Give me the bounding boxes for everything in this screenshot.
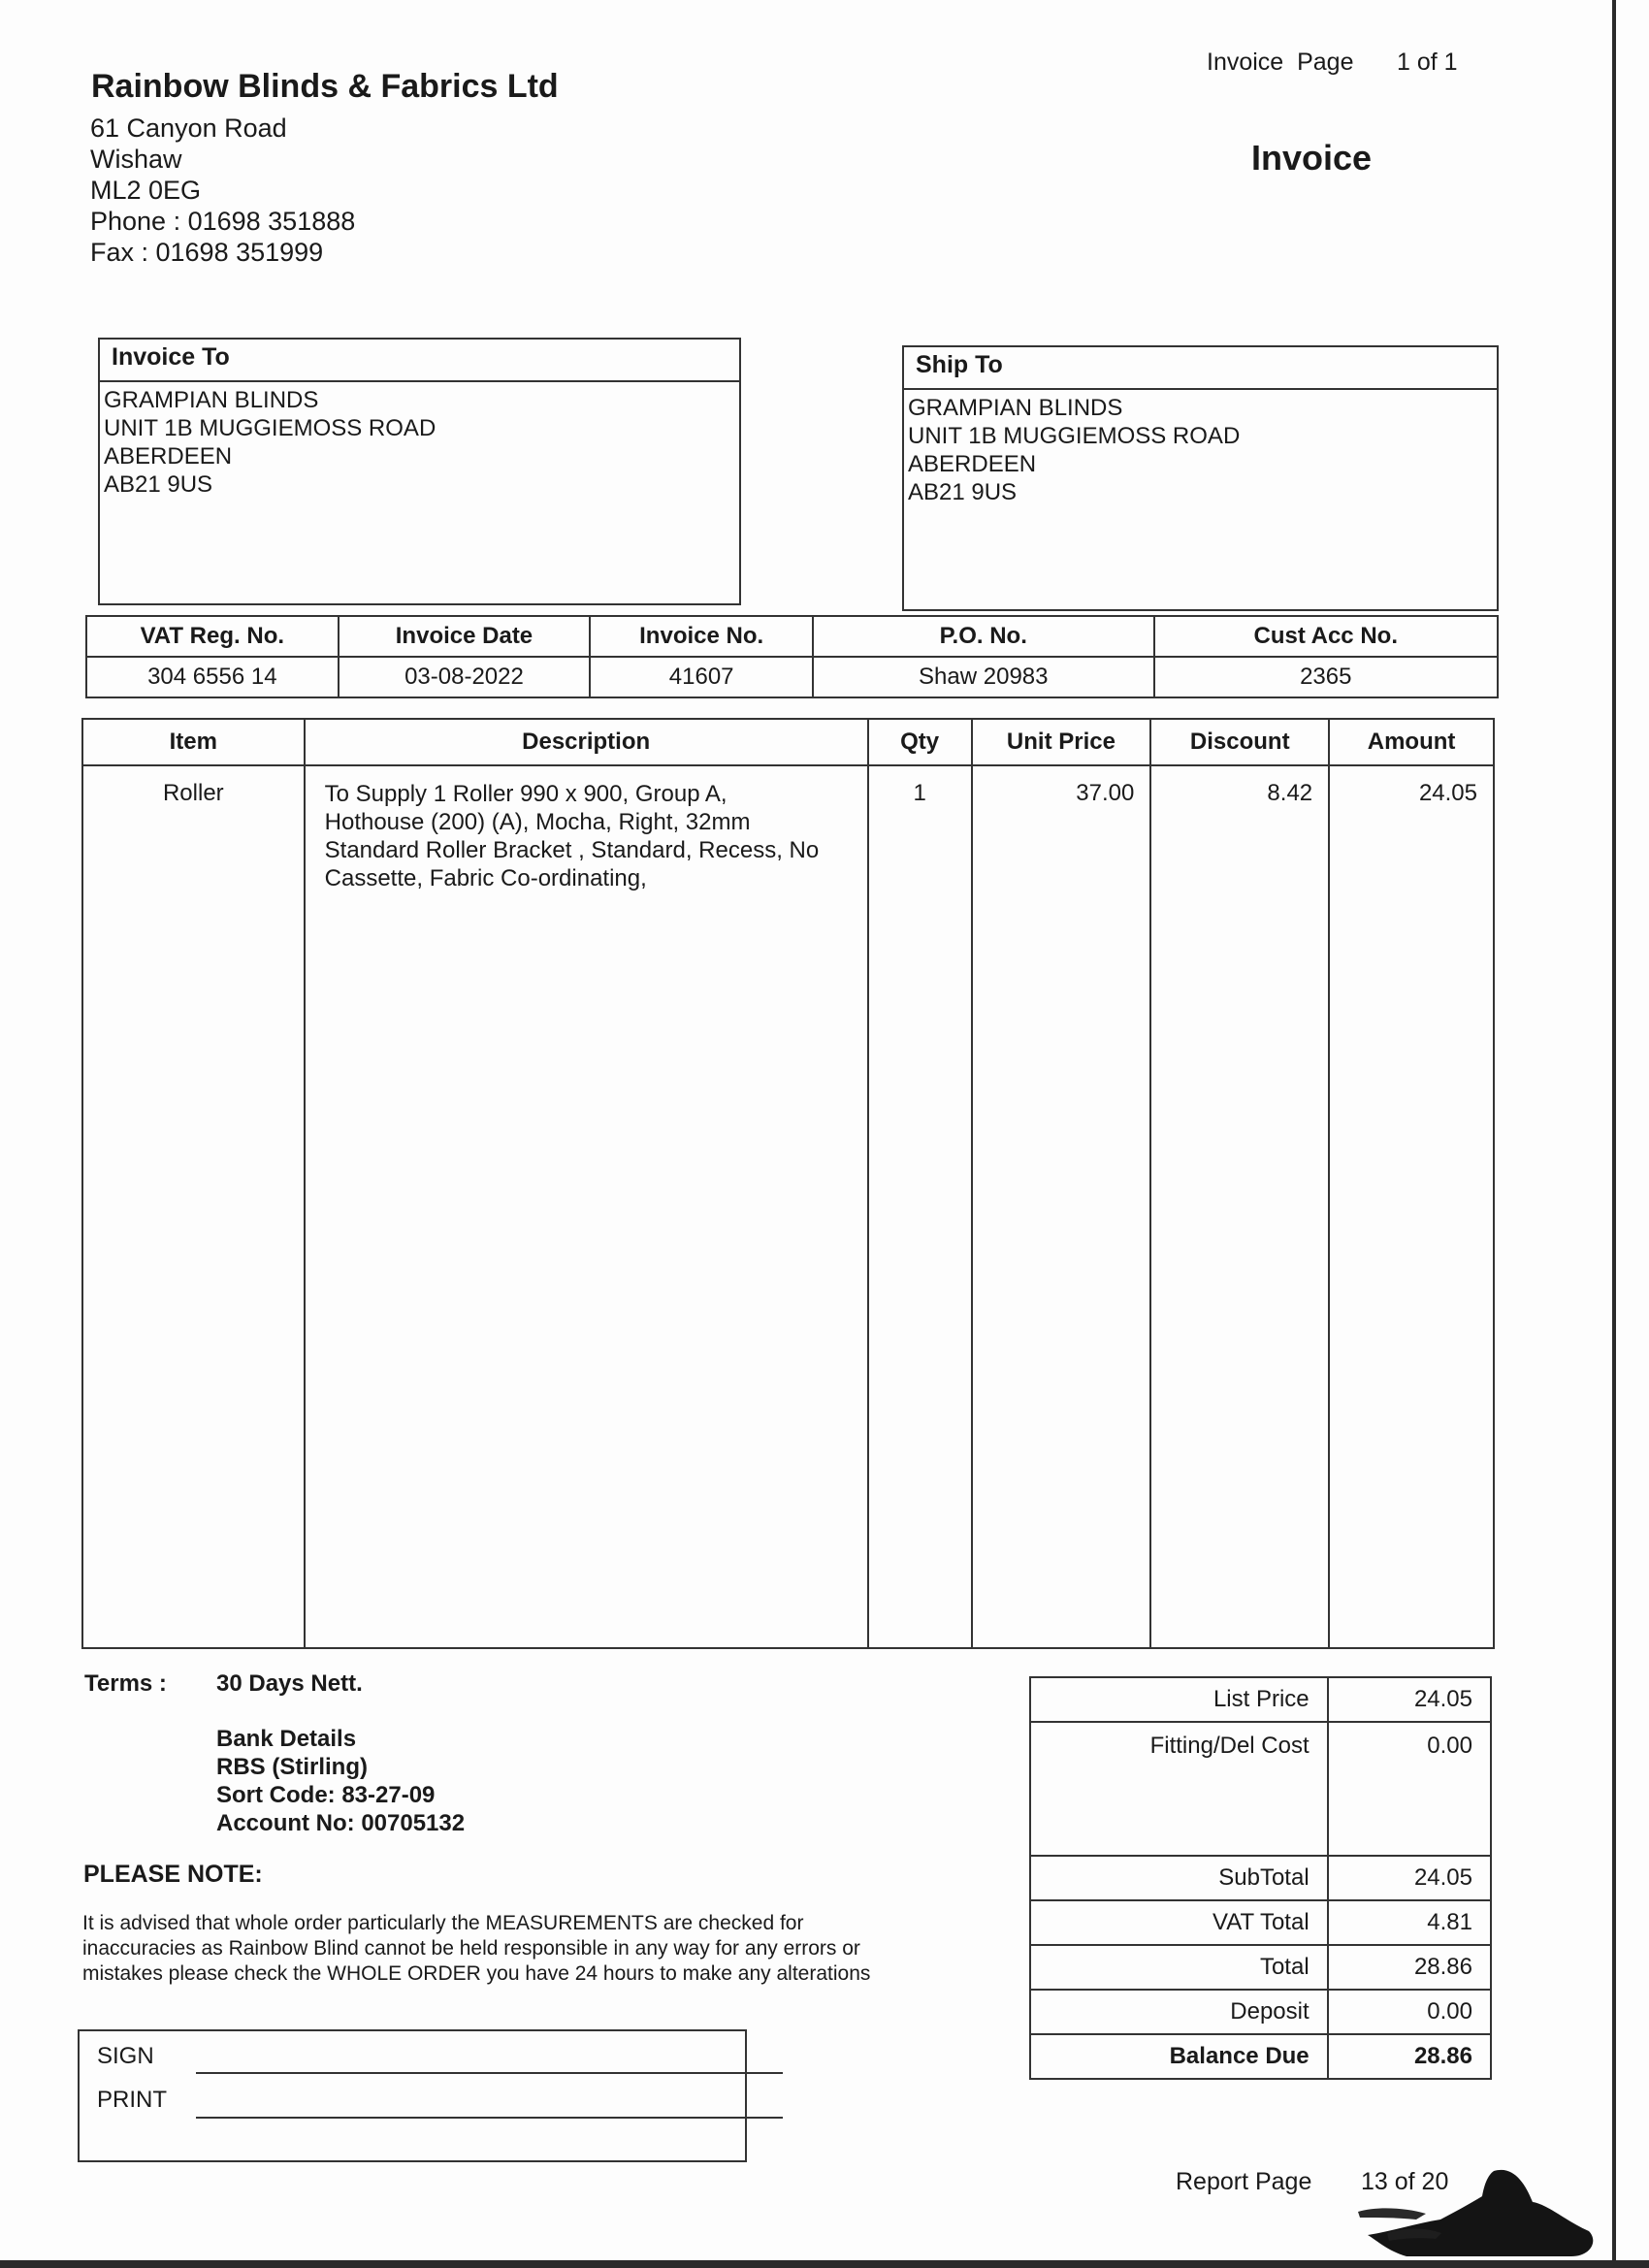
unit-price-cell: 37.00	[972, 765, 1151, 1648]
fitting-row	[1030, 1722, 1491, 1856]
discount-header: Discount	[1150, 719, 1329, 765]
invoice-to-heading: Invoice To	[100, 340, 739, 382]
discount-cell: 8.42	[1150, 765, 1329, 1648]
unit-price-header: Unit Price	[972, 719, 1151, 765]
item-header: Item	[82, 719, 305, 765]
line-items-table	[81, 718, 1495, 1649]
sort-code: Sort Code: 83-27-09	[216, 1782, 436, 1808]
balance-due-label: Balance Due	[1030, 2034, 1328, 2079]
address-line: ML2 0EG	[90, 176, 202, 205]
invoice-date-value: 03-08-2022	[339, 657, 591, 697]
terms-label: Terms :	[84, 1670, 167, 1697]
list-price-label: List Price	[1030, 1677, 1328, 1722]
item-cell: Roller	[82, 765, 305, 1648]
bank-details	[216, 1725, 465, 1837]
cust-acc-header: Cust Acc No.	[1154, 616, 1498, 657]
company-address	[90, 113, 355, 268]
list-price-value: 24.05	[1328, 1677, 1491, 1722]
qty-cell: 1	[868, 765, 972, 1648]
totals-table	[1029, 1676, 1492, 2080]
invoice-no-header: Invoice No.	[590, 616, 813, 657]
amount-cell: 24.05	[1329, 765, 1494, 1648]
invoice-page-number: 1 of 1	[1397, 49, 1458, 76]
address-line: GRAMPIAN BLINDS	[908, 395, 1123, 421]
subtotal-value: 24.05	[1328, 1856, 1491, 1900]
terms-value: 30 Days Nett.	[216, 1670, 363, 1697]
ink-smudge	[1348, 2163, 1602, 2260]
phone-line: Phone : 01698 351888	[90, 207, 356, 236]
account-number: Account No: 00705132	[216, 1810, 466, 1836]
po-no-header: P.O. No.	[813, 616, 1153, 657]
fitting-label: Fitting/Del Cost	[1030, 1722, 1328, 1856]
scan-edge-right	[1612, 0, 1616, 2268]
address-line: UNIT 1B MUGGIEMOSS ROAD	[104, 415, 436, 441]
note-text	[82, 1911, 975, 1987]
address-line: UNIT 1B MUGGIEMOSS ROAD	[908, 423, 1241, 449]
address-line: ABERDEEN	[104, 443, 233, 470]
total-label: Total	[1030, 1945, 1328, 1990]
description-header: Description	[305, 719, 868, 765]
qty-header: Qty	[868, 719, 972, 765]
description-line: Standard Roller Bracket , Standard, Recess, No	[324, 837, 820, 863]
amount-header: Amount	[1329, 719, 1494, 765]
address-line: AB21 9US	[104, 471, 213, 498]
invoice-date-header: Invoice Date	[339, 616, 591, 657]
note-line: inaccuracies as Rainbow Blind cannot be held responsible in any way for any errors or	[82, 1937, 860, 1960]
print-line[interactable]	[196, 2117, 783, 2119]
description-line: To Supply 1 Roller 990 x 900, Group A,	[324, 781, 728, 807]
info-value-row	[86, 657, 1498, 697]
list-price-row	[1030, 1677, 1491, 1722]
address-line: 61 Canyon Road	[90, 113, 287, 143]
po-no-value: Shaw 20983	[813, 657, 1153, 697]
address-line: GRAMPIAN BLINDS	[104, 387, 319, 413]
invoice-no-value: 41607	[590, 657, 813, 697]
balance-due-row	[1030, 2034, 1491, 2079]
invoice-to-box	[98, 338, 741, 605]
signature-box	[78, 2029, 747, 2162]
vat-total-label: VAT Total	[1030, 1900, 1328, 1945]
info-header-row	[86, 616, 1498, 657]
total-row	[1030, 1945, 1491, 1990]
note-line: It is advised that whole order particularly the MEASUREMENTS are checked for	[82, 1912, 804, 1934]
description-line: Cassette, Fabric Co-ordinating,	[324, 865, 647, 891]
vat-total-value: 4.81	[1328, 1900, 1491, 1945]
sign-label: SIGN	[97, 2043, 154, 2069]
print-label: PRINT	[97, 2087, 167, 2113]
vat-total-row	[1030, 1900, 1491, 1945]
address-line: AB21 9US	[908, 479, 1018, 505]
ship-to-box	[902, 345, 1499, 611]
cust-acc-value: 2365	[1154, 657, 1498, 697]
bank-heading: Bank Details	[216, 1726, 357, 1752]
deposit-row	[1030, 1990, 1491, 2034]
fitting-value: 0.00	[1328, 1722, 1491, 1856]
ship-to-address	[904, 390, 1497, 510]
report-page-label: Report Page	[1176, 2168, 1312, 2195]
items-header-row	[82, 719, 1494, 765]
sign-line[interactable]	[196, 2072, 783, 2074]
invoice-to-address	[100, 382, 739, 502]
scan-edge-bottom	[0, 2260, 1649, 2268]
description-cell	[305, 765, 868, 1648]
report-page-number: 13 of 20	[1361, 2168, 1449, 2195]
note-line: mistakes please check the WHOLE ORDER you have 24 hours to make any alterations	[82, 1962, 871, 1985]
note-heading: PLEASE NOTE:	[83, 1861, 263, 1888]
invoice-info-table	[85, 615, 1499, 698]
description-line: Hothouse (200) (A), Mocha, Right, 32mm	[324, 809, 751, 835]
company-name: Rainbow Blinds & Fabrics Ltd	[91, 68, 559, 105]
table-row	[82, 765, 1494, 1648]
fax-line: Fax : 01698 351999	[90, 238, 324, 267]
subtotal-row	[1030, 1856, 1491, 1900]
deposit-value: 0.00	[1328, 1990, 1491, 2034]
balance-due-value: 28.86	[1328, 2034, 1491, 2079]
vat-reg-header: VAT Reg. No.	[86, 616, 339, 657]
bank-name: RBS (Stirling)	[216, 1754, 368, 1780]
vat-reg-value: 304 6556 14	[86, 657, 339, 697]
deposit-label: Deposit	[1030, 1990, 1328, 2034]
subtotal-label: SubTotal	[1030, 1856, 1328, 1900]
ship-to-heading: Ship To	[904, 347, 1497, 390]
address-line: ABERDEEN	[908, 451, 1037, 477]
document-title: Invoice	[1251, 138, 1373, 178]
total-value: 28.86	[1328, 1945, 1491, 1990]
invoice-page-label: Invoice Page	[1207, 49, 1354, 76]
address-line: Wishaw	[90, 145, 182, 174]
